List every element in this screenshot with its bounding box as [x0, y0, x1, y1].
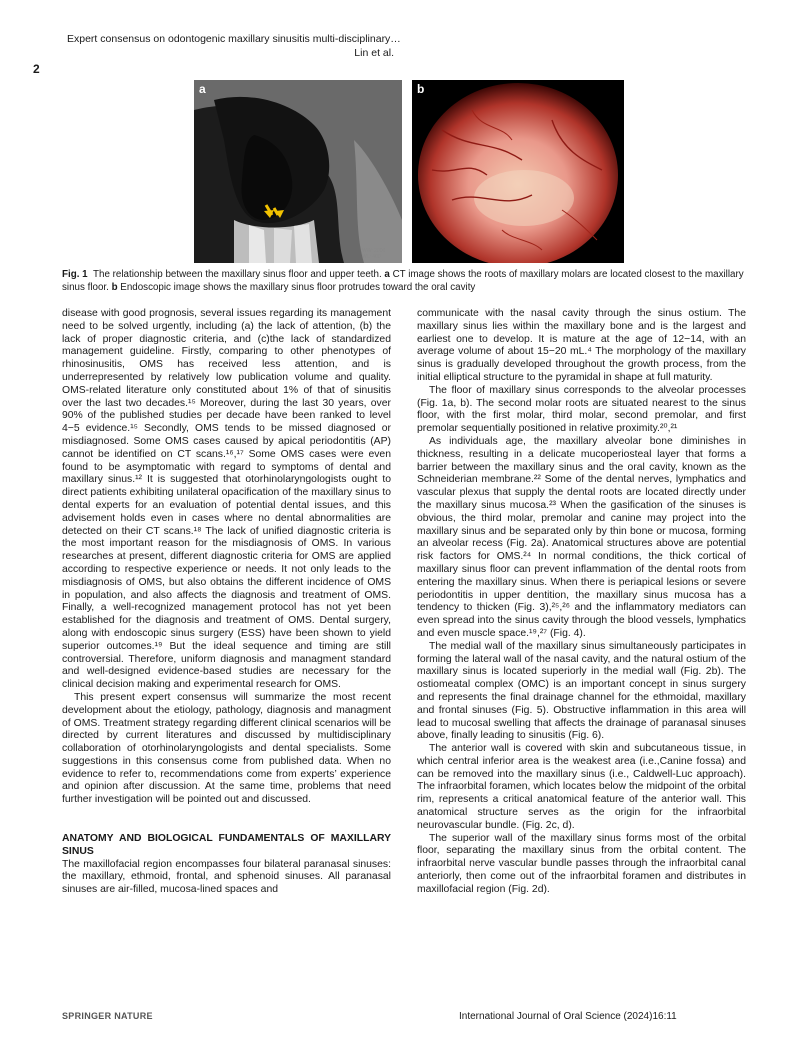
right-paragraph-5: The anterior wall is covered with skin and subcutaneous tissue, in which central inferior area is the weakest area (i.e.,Canine fossa) and can be removed into the maxillary sinus (i.e., Caldwell-Luc approach). The infraorbital foramen, which locates below the midpoint of the orbital rim, represents a critical anatomical feature of the anterior wall. This anatomical structure serves as the origin for the infraorbital neurovascular bundle. (Fig. 2c, d). [417, 743, 746, 831]
right-column [417, 308, 746, 897]
right-paragraph-2: The floor of maxillary sinus corresponds to the alveolar processes (Fig. 1a, b). The second molar roots are situated nearest to the sinus floor, with the first molar, third molar, second premolar, and first premolar sequentially positioned in relative proximity.²⁰,²¹ [417, 384, 746, 435]
figure-panel-a-ct-image [194, 80, 402, 263]
running-title: Expert consensus on odontogenic maxillary sinusitis multi-disciplinary… [67, 33, 401, 45]
right-paragraph-1: communicate with the nasal cavity through the sinus ostium. The maxillary sinus lies within the maxillary bone and is the largest and earliest one to develop. It is mature at the age of 12−14, with an average volume of about 15−20 mL.⁴ The morphology of the maxillary sinus is gradually developed throughout the growth process, from the initial elliptical structure to the pyramidal in shape at full maturity. [417, 308, 746, 383]
caption-figure-number: Fig. 1 [62, 269, 88, 280]
running-authors: Lin et al. [354, 47, 394, 59]
panel-b-label: b [417, 82, 425, 96]
ct-scan-illustration [194, 80, 402, 263]
caption-b-label: b [111, 281, 118, 293]
svg-text:WW: 2000: WW: 2000 [362, 248, 386, 254]
caption-a-label: a [384, 269, 390, 280]
journal-citation: International Journal of Oral Science (2024)16:11 [459, 1011, 677, 1022]
figure-caption [62, 269, 752, 294]
right-paragraph-6: The superior wall of the maxillary sinus forms most of the orbital floor, separating the maxillary sinus from the orbital content. The infraorbital nerve vascular bundle passes through the infraorbital canal anteriorly, then come out of the infraorbital foramen and distributes in maxillofacial region (Fig. 2d). [417, 832, 746, 895]
left-paragraph-3: The maxillofacial region encompasses four bilateral paranasal sinuses: the maxillary, ethmoid, frontal, and sphenoid sinuses. All paranasal sinuses are air-filled, mucosa-lined spaces and [62, 858, 391, 896]
publisher-logo: SPRINGER NATURE [62, 1011, 153, 1021]
right-paragraph-4: The medial wall of the maxillary sinus simultaneously participates in forming the lateral wall of the nasal cavity, and the natural ostium of the maxillary sinus is located superiorly in the medial wall (Fig. 2b). The ostiomeatal complex (OMC) is an important concept in sinus surgery and represents the final drainage channel for the ethmoidal, maxillary and frontal sinuses (Fig. 5). Obstructive inflammation in this area will lead to mucosal swelling that affects the drainage of paranasal sinuses above, finally leading to sinusitis (Fig. 6). [417, 640, 746, 742]
caption-title: The relationship between the maxillary sinus floor and upper teeth. [93, 269, 382, 280]
endoscopic-illustration [412, 80, 624, 263]
right-paragraph-3: As individuals age, the maxillary alveolar bone diminishes in thickness, resulting in a delicate mucoperiosteal layer that forms a barrier between the maxillary sinus and the oral cavity, known as the Schneiderian membrane.²² Some of the dental nerves, lymphatics and vascular plexus that supply the dental roots are located directly under the maxillary sinus mucosa.²³ When the gasification of the sinuses is obvious, the third molar, premolar and canine may project into the maxillary sinus and be separated only by thin bone or mucosa, forming an alveolar recess (Fig. 2a). Anatomical structures above are potential risk factors for OMS.²⁴ In normal conditions, the thick cortical of maxillary sinus floor can prevent inflammation of the dental roots from entering the maxillary sinus. When there is periapical lesions or severe periodontitis in upper dentition, the maxillary sinus mucosa has a tendency to thicken (Fig. 3),²⁵,²⁶ and the inflammatory mediators can even spread into the sinus cavity through the blood vessels, lymphatics and even muscle space.¹⁹,²⁷ (Fig. 4). [417, 435, 746, 639]
svg-text:WL: 400: WL: 400 [362, 254, 381, 260]
left-paragraph-2: This present expert consensus will summarize the most recent development about the etiology, pathology, diagnosis and managment of OMS. Treatment strategy regarding different clinical scenarios will be directed by current literatures and discussed by multidisciplinary collaboration of otorhinolaryngologists and dental specialists. Some suggestions in this consensus come from published data. When no evidence to refer to, recommendations come from experts’ experience and opinion after discussion. At the same time, problems that need further investigation will be pointed out and discussed. [62, 691, 391, 806]
caption-a-text: CT image shows the roots of maxillary molars are located closest to the maxillary sinus floor. [62, 269, 744, 293]
caption-b-text: Endoscopic image shows the maxillary sinus floor protrudes toward the oral cavity [120, 281, 476, 293]
figure-panel-b-endoscopic-image [412, 80, 624, 263]
panel-a-label: a [199, 82, 206, 96]
left-paragraph-1: disease with good prognosis, several issues regarding its management need to be solved urgently, including (a) the lack of attention, (b) the lack of proper diagnostic criteria, and (c)the lack of standardized management guideline. Firstly, comparing to other phenotypes of rhinosinusitis, OMS has received less attention, and is underrepresented by relatively low publication volume and quality. OMS-related literature only constituted about 1% of that of sinusitis over the last two decades.¹⁵ Moreover, during the last 30 years, over 90% of the published studies per decade have been ranked to level 4−5 evidence.¹⁵ Secondly, OMS tends to be missed diagnosed or misdiagnosed. Some OMS cases caused by apical periodontitis (AP) cannot be identified on CT scans.¹⁶,¹⁷ Some OMS cases were even found to be asymptomatic with regard to symptoms of dental and maxillary sinus.¹² It is suggested that otorhinolaryngologists ought to direct patients exhibiting unilateral opacification of the maxillary sinus to dental experts for an evaluation of potential dental issues, and this advisement holds even in cases where no dental abnormalities are detected on their CT scans.¹⁸ The lack of unified diagnostic criteria is the most important reason for the misdiagnosis of OMS. In various researches at present, different diagnostic criteria for OMS are applied according to respective experience or needs. It not only leads to the misdiagnosis of OMS, but also obtains the different incidence of OMS in population, and also affects the diagnosis and treatment of OMS. Finally, a well-recognized management protocol has not yet been established for the diagnosis and treatment of OMS. Dental surgery, along with endoscopic sinus surgery (ESS) have been shown to yield superior outcomes.¹⁹ But the ideal sequence and timing are still controversial. Therefore, uniform diagnosis and managment standard and well-designed evidence-based studies are necessary for the clinical decision making and experimental research for OMS. [62, 308, 391, 691]
section-heading: ANATOMY AND BIOLOGICAL FUNDAMENTALS OF MAXILLARY SINUS [62, 833, 391, 857]
left-column [62, 308, 391, 897]
page-number: 2 [33, 62, 40, 76]
